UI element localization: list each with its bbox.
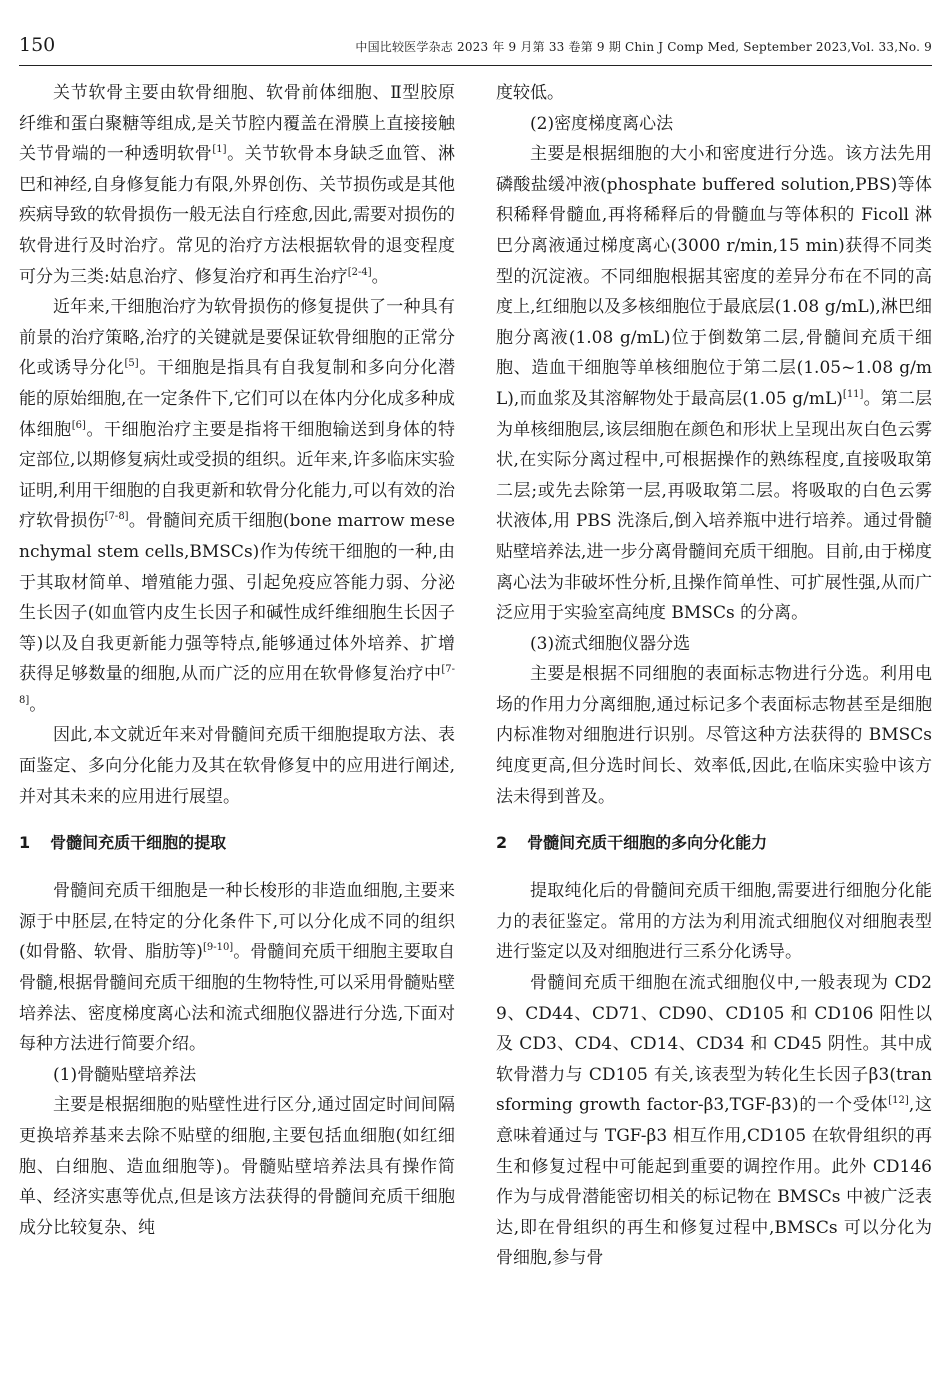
paragraph: 提取纯化后的骨髓间充质干细胞,需要进行细胞分化能力的表征鉴定。常用的方法为利用流式细胞仪对细胞表型进行鉴定以及对细胞进行三系分化诱导。: [496, 881, 932, 963]
citation[interactable]: [9-10]: [202, 942, 234, 954]
paragraph: 骨髓间充质干细胞在流式细胞仪中,一般表现为 CD29、CD44、CD71、CD90、CD105 和 CD106 阳性以及 CD3、CD4、CD14、CD34 和 CD45 阴性。其中成软骨潜力与 CD105 有关,该表型为转化生长因子β3(transforming growth factor-β3,TGF-β3)的一个受体[12],这意味着通过与 TGF-β3 相互作用,CD105 在软骨组织的再生和修复过程中可能起到重要的调控作用。此外 CD146 作为与成骨潜能密切相关的标记物在 BMSCs 中被广泛表达,即在骨组织的再生和修复过程中,BMSCs 可以分化为骨细胞,参与骨: [496, 973, 933, 1269]
paragraph: 主要是根据不同细胞的表面标志物进行分选。利用电场的作用力分离细胞,通过标记多个表面标志物甚至是细胞内标准物对细胞进行识别。尽管这种方法获得的 BMSCs 纯度更高,但分选时间长、效率低,因此,在临床实验中该方法未得到普及。: [496, 664, 932, 807]
paragraph: 骨髓间充质干细胞是一种长梭形的非造血细胞,主要来源于中胚层,在特定的分化条件下,可以分化成不同的组织(如骨骼、软骨、脂肪等)[9-10]。骨髓间充质干细胞主要取自骨髓,根据骨髓间充质干细胞的生物特性,可以采用骨髓贴壁培养法、密度梯度离心法和流式细胞仪器进行分选,下面对每种方法进行简要介绍。: [19, 881, 456, 1055]
page-header: [19, 34, 932, 62]
section-heading: 1 骨髓间充质干细胞的提取: [19, 833, 227, 853]
paragraph: 关节软骨主要由软骨细胞、软骨前体细胞、Ⅱ型胶原纤维和蛋白聚糖等组成,是关节腔内覆盖在滑膜上直接接触关节骨端的一种透明软骨[1]。关节软骨本身缺乏血管、淋巴和神经,自身修复能力有限,外界创伤、关节损伤或是其他疾病导致的软骨损伤一般无法自行痊愈,因此,需要对损伤的软骨进行及时治疗。常见的治疗方法根据软骨的退变程度可分为三类:姑息治疗、修复治疗和再生治疗[2-4]。: [19, 83, 456, 287]
paragraph: 度较低。: [496, 83, 564, 103]
citation[interactable]: [6]: [71, 419, 86, 431]
citation[interactable]: [7-8]: [104, 511, 129, 523]
citation[interactable]: [2-4]: [347, 266, 372, 278]
citation[interactable]: [11]: [842, 388, 864, 400]
running-head: 中国比较医学杂志 2023 年 9 月第 33 卷第 9 期 Chin J Comp Med, September 2023,Vol. 33,No. 9: [355, 40, 932, 54]
citation[interactable]: [5]: [124, 358, 139, 370]
paragraph: 主要是根据细胞的大小和密度进行分选。该方法先用磷酸盐缓冲液(phosphate buffered solution,PBS)等体积稀释骨髓血,再将稀释后的骨髓血与等体积的 Ficoll 淋巴分离液通过梯度离心(3000 r/min,15 min)获得不同类型的沉淀液。不同细胞根据其密度的差异分布在不同的高度上,红细胞以及多核细胞位于最底层(1.08 g/mL),淋巴细胞分离液(1.08 g/mL)位于倒数第二层,骨髓间充质干细胞、造血干细胞等单核细胞位于第二层(1.05~1.08 g/mL),而血浆及其溶解物处于最高层(1.05 g/mL)[11]。第二层为单核细胞层,该层细胞在颜色和形状上呈现出灰白色云雾状,在实际分离过程中,可根据操作的熟练程度,直接吸取第二层;或先去除第一层,再吸取第二层。将吸取的白色云雾状液体,用 PBS 洗涤后,倒入培养瓶中进行培养。通过骨髓贴壁培养法,进一步分离骨髓间充质干细胞。目前,由于梯度离心法为非破坏性分析,且操作简单性、可扩展性强,从而广泛应用于实验室高纯度 BMSCs 的分离。: [496, 144, 932, 624]
page-number: 150: [19, 34, 56, 56]
subsection-title: (2)密度梯度离心法: [530, 113, 674, 134]
header-rule: [19, 65, 932, 66]
right-column: [496, 78, 932, 1274]
paragraph: 因此,本文就近年来对骨髓间充质干细胞提取方法、表面鉴定、多向分化能力及其在软骨修复中的应用进行阐述,并对其未来的应用进行展望。: [19, 725, 455, 807]
citation[interactable]: [7-8]: [19, 664, 455, 706]
paragraph: 近年来,干细胞治疗为软骨损伤的修复提供了一种具有前景的治疗策略,治疗的关键就是要保证软骨细胞的正常分化或诱导分化[5]。干细胞是指具有自我复制和多向分化潜能的原始细胞,在一定条件下,它们可以在体内分化成多种成体细胞[6]。干细胞治疗主要是指将干细胞输送到身体的特定部位,以期修复病灶或受损的组织。近年来,许多临床实验证明,利用干细胞的自我更新和软骨分化能力,可以有效的治疗软骨损伤[7-8]。骨髓间充质干细胞(bone marrow mesenchymal stem cells,BMSCs)作为传统干细胞的一种,由于其取材简单、增殖能力强、引起免疫应答能力弱、分泌生长因子(如血管内皮生长因子和碱性成纤维细胞生长因子等)以及自我更新能力强等特点,能够通过体外培养、扩增获得足够数量的细胞,从而广泛的应用在软骨修复治疗中[7-8]。: [19, 297, 456, 715]
left-column: [19, 78, 455, 1243]
citation[interactable]: [12]: [888, 1095, 909, 1107]
section-heading: 2 骨髓间充质干细胞的多向分化能力: [496, 833, 768, 853]
subsection-title: (1)骨髓贴壁培养法: [53, 1064, 197, 1085]
citation[interactable]: [1]: [212, 144, 227, 156]
paragraph: 主要是根据细胞的贴壁性进行区分,通过固定时间间隔更换培养基来去除不贴壁的细胞,主要包括血细胞(如红细胞、白细胞、造血细胞等)。骨髓贴壁培养法具有操作简单、经济实惠等优点,但是该方法获得的骨髓间充质干细胞成分比较复杂、纯: [19, 1095, 455, 1238]
subsection-title: (3)流式细胞仪器分选: [530, 633, 691, 654]
